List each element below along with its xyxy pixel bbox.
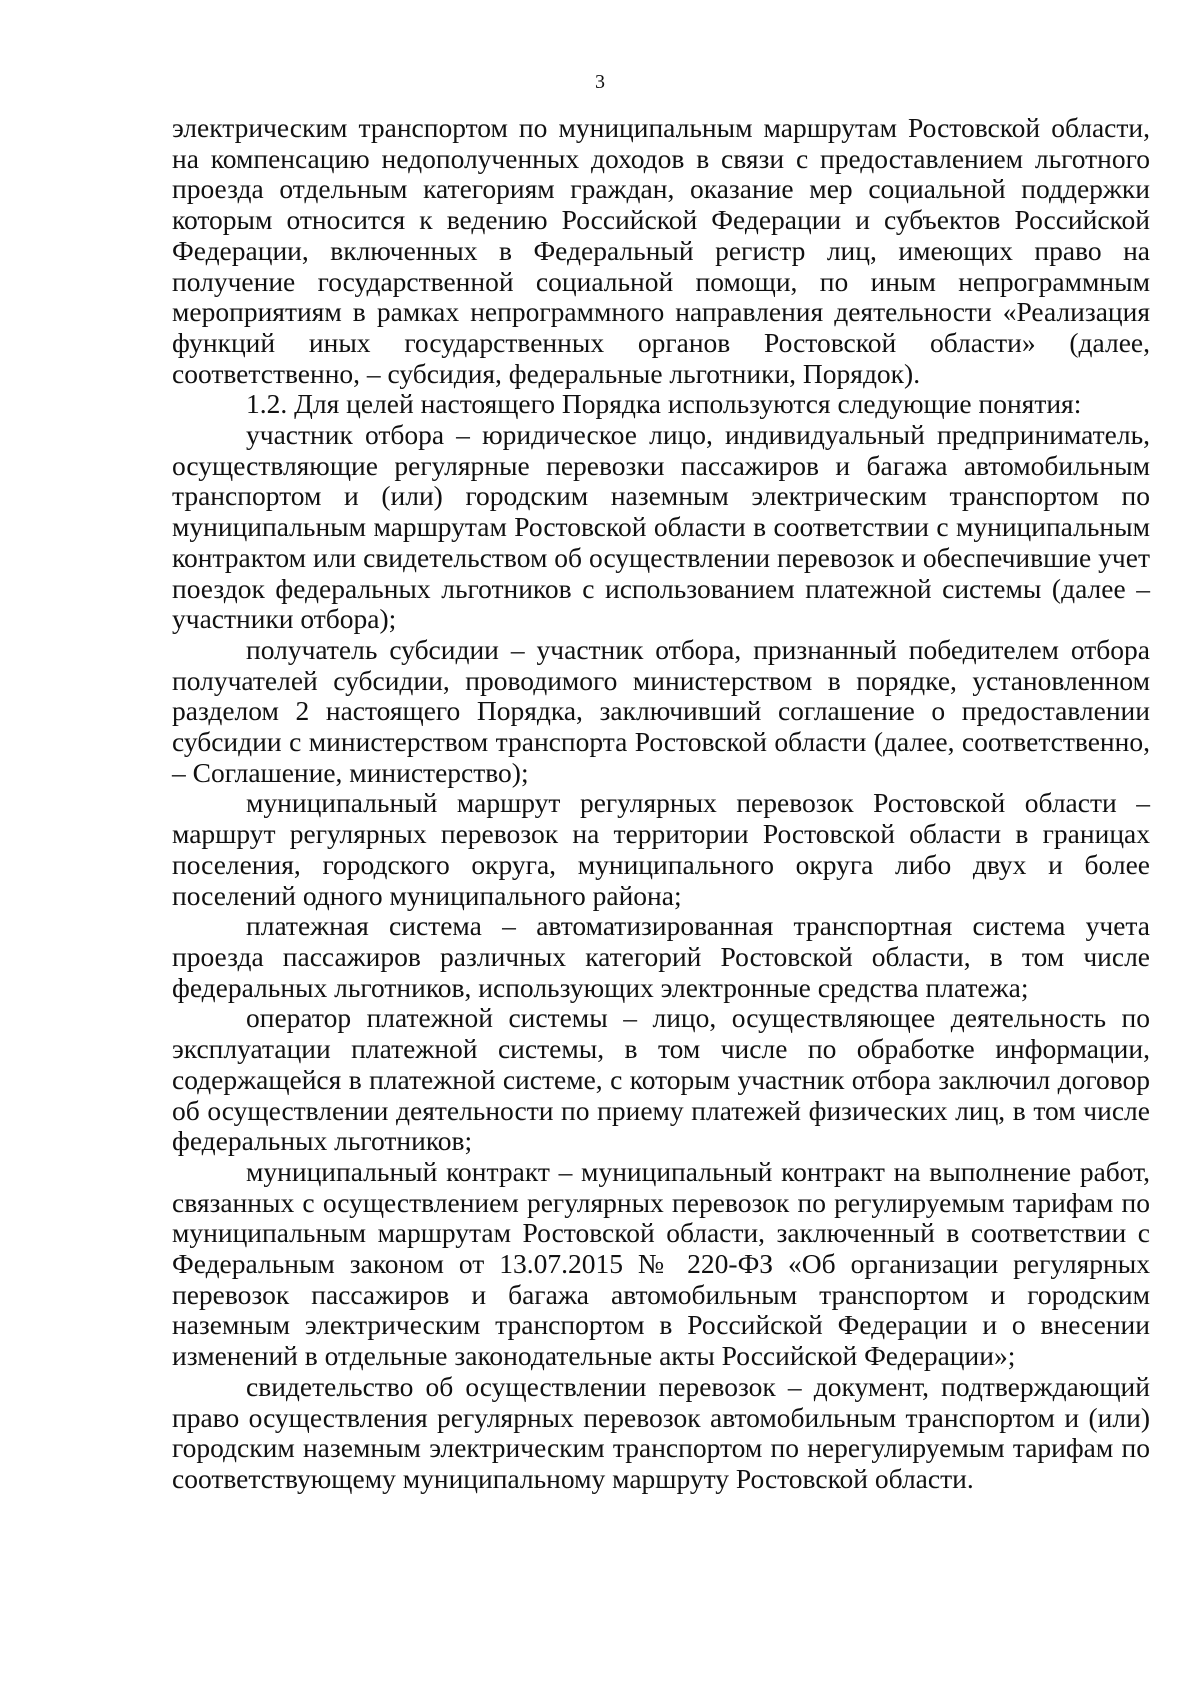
paragraph: 1.2. Для целей настоящего Порядка используются следующие понятия: [246, 388, 1082, 420]
paragraph: оператор платежной системы – лицо, осуществляющее деятельность по эксплуатации платежной системы, в том числе по обработке информации, содержащейся в платежной системе, с которым участник отбора заключил договор об осуществлении деятельности по приему платежей физических лиц, в том числе федеральных льготников; [172, 1002, 1150, 1157]
paragraph: электрическим транспортом по муниципальным маршрутам Ростовской области, на компенсацию недополученных доходов в связи с предоставлением льготного проезда отдельным категориям граждан, оказание мер социальной поддержки которым относится к ведению Российской Федерации и субъектов Российской Федерации, включенных в Федеральный регистр лиц, имеющих право на получение государственной социальной помощи, по иным непрограммным мероприятиям в рамках непрограммного направления деятельности «Реализация функций иных государственных органов Ростовской области» (далее, соответственно, – субсидия, федеральные льготники, Порядок). [172, 112, 1150, 389]
paragraph: муниципальный контракт – муниципальный контракт на выполнение работ, связанных с осуществлением регулярных перевозок по регулируемым тарифам по муниципальным маршрутам Ростовской области, заключенный в соответствии с Федеральным законом от 13.07.2015 № 220-ФЗ «Об организации регулярных перевозок пассажиров и багажа автомобильным транспортом и городским наземным электрическим транспортом в Российской Федерации и о внесении изменений в отдельные законодательные акты Российской Федерации»; [172, 1155, 1150, 1372]
paragraph: муниципальный маршрут регулярных перевозок Ростовской области – маршрут регулярных перевозок на территории Ростовской области в границах поселения, городского округа, муниципального округа либо двух и более поселений одного муниципального района; [172, 787, 1150, 911]
page-number: 3 [595, 71, 605, 93]
paragraph: получатель субсидии – участник отбора, признанный победителем отбора получателей субсидии, проводимого министерством в порядке, установленном разделом 2 настоящего Порядка, заключивший соглашение о предоставлении субсидии с министерством транспорта Ростовской области (далее, соответственно, – Соглашение, министерство); [172, 633, 1150, 788]
paragraph: платежная система – автоматизированная транспортная система учета проезда пассажиров различных категорий Ростовской области, в том числе федеральных льготников, использующих электронные средства платежа; [172, 910, 1150, 1003]
paragraph: свидетельство об осуществлении перевозок – документ, подтверждающий право осуществления регулярных перевозок автомобильным транспортом и (или) городским наземным электрическим транспортом по нерегулируемым тарифам по соответствующему муниципальному маршруту Ростовской области. [172, 1370, 1150, 1494]
paragraph: участник отбора – юридическое лицо, индивидуальный предприниматель, осуществляющие регулярные перевозки пассажиров и багажа автомобильным транспортом и (или) городским наземным электрическим транспортом по муниципальным маршрутам Ростовской области в соответствии с муниципальным контрактом или свидетельством об осуществлении перевозок и обеспечившие учет поездок федеральных льготников с использованием платежной системы (далее – участники отбора); [172, 419, 1150, 635]
document-body [172, 113, 1150, 1495]
